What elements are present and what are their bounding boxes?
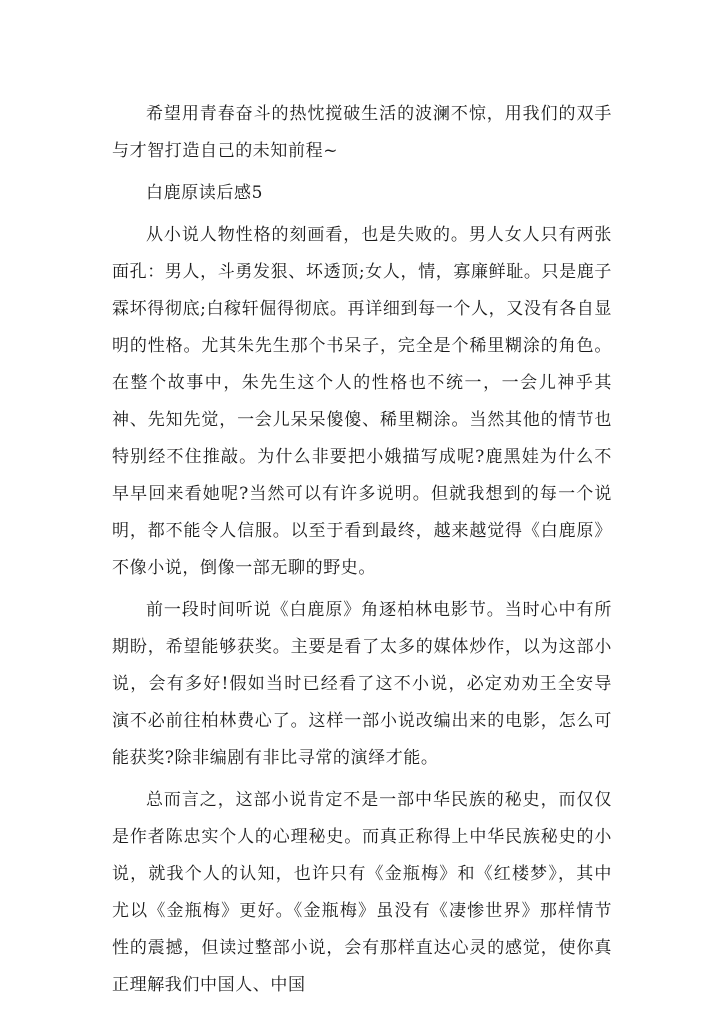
section-title: 白鹿原读后感5 — [146, 183, 264, 203]
body-paragraph-3: 总而言之，这部小说肯定不是一部中华民族的秘史，而仅仅是作者陈忠实个人的心理秘史。而真正称得上中华民族秘史的小说，就我个人的认知，也许只有《金瓶梅》和《红楼梦》，其中尤以《金瓶梅》更好。《金瓶梅》虽没有《凄惨世界》那样情节性的震撼，但读过整部小说，会有那样直达心灵的感觉，使你真正理解我们中国人、中国 — [112, 790, 612, 995]
body-paragraph-1: 从小说人物性格的刻画看，也是失败的。男人女人只有两张面孔：男人，斗勇发狠、坏透顶;女人，情，寡廉鲜耻。只是鹿子霖坏得彻底;白稼轩倔得彻底。再详细到每一个人，又没有各自显明的性格。尤其朱先生那个书呆子，完全是个稀里糊涂的角色。在整个故事中，朱先生这个人的性格也不统一，一会儿神乎其神、先知先觉，一会儿呆呆傻傻、稀里糊涂。当然其他的情节也特别经不住推敲。为什么非要把小娥描写成呢?鹿黑娃为什么不早早回来看她呢?当然可以有许多说明。但就我想到的每一个说明，都不能令人信服。以至于看到最终，越来越觉得《白鹿原》不像小说，倒像一部无聊的野史。 — [112, 225, 612, 578]
intro-paragraph: 希望用青春奋斗的热忱搅破生活的波澜不惊，用我们的双手与才智打造自己的未知前程~ — [112, 104, 612, 161]
body-paragraph-2: 前一段时间听说《白鹿原》角逐柏林电影节。当时心中有所期盼，希望能够获奖。主要是看了太多的媒体炒作，以为这部小说，会有多好!假如当时已经看了这不小说，必定劝劝王全安导演不必前往柏林费心了。这样一部小说改编出来的电影，怎么可能获奖?除非编剧有非比寻常的演绎才能。 — [112, 600, 612, 768]
document-body — [112, 96, 612, 1004]
